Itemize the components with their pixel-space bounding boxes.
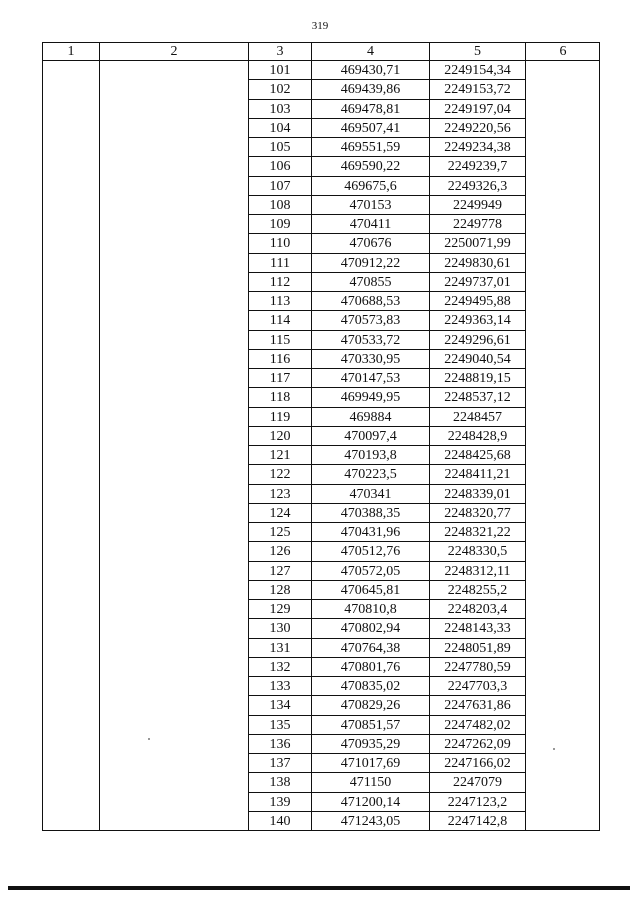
point-number-cell: 139 — [269, 794, 291, 810]
coordinate-x-cell: 470572,05 — [340, 563, 401, 579]
table-row — [249, 485, 525, 504]
column-header-6: 6 — [559, 44, 567, 59]
coordinate-y-cell: 2248255,2 — [447, 582, 508, 598]
coordinate-y-cell: 2248537,12 — [444, 390, 511, 406]
table-row — [249, 446, 525, 465]
coordinate-y-cell: 2249830,61 — [444, 255, 511, 271]
table-row — [249, 234, 525, 253]
coordinate-x-cell: 470935,29 — [340, 736, 401, 752]
point-number-cell: 136 — [269, 736, 291, 752]
coordinate-y-cell: 2248321,22 — [444, 525, 511, 540]
coordinate-y-cell: 2247166,02 — [444, 756, 511, 771]
coordinate-x-cell: 470533,72 — [340, 332, 401, 348]
coordinate-x-cell: 471150 — [349, 775, 392, 791]
point-number-cell: 103 — [269, 101, 291, 117]
column-divider — [99, 43, 100, 830]
table-row — [249, 273, 525, 292]
coordinate-x-cell: 470851,57 — [340, 717, 401, 733]
table-row — [249, 177, 525, 196]
table-row — [249, 388, 525, 407]
coordinate-x-cell: 469949,95 — [340, 390, 401, 406]
point-number-cell: 115 — [269, 332, 291, 348]
table-row — [249, 465, 525, 484]
table-row — [249, 331, 525, 350]
coordinate-y-cell: 2248051,89 — [444, 640, 511, 656]
point-number-cell: 121 — [269, 448, 291, 463]
coordinate-x-cell: 470801,76 — [340, 659, 401, 675]
coordinate-x-cell: 469507,41 — [340, 120, 401, 136]
column-header-3: 3 — [276, 44, 284, 59]
coordinate-y-cell: 2249197,04 — [444, 101, 511, 117]
coordinate-x-cell: 470835,02 — [340, 679, 401, 694]
point-number-cell: 126 — [269, 544, 291, 560]
coordinate-y-cell: 2247079 — [453, 775, 502, 791]
coordinate-x-cell: 470341 — [349, 486, 392, 502]
coordinate-x-cell: 469884 — [349, 409, 392, 425]
point-number-cell: 138 — [269, 775, 291, 791]
table-row — [249, 677, 525, 696]
point-number-cell: 123 — [269, 486, 291, 502]
coordinate-y-cell: 2249153,72 — [444, 82, 511, 98]
point-number-cell: 125 — [269, 525, 291, 540]
point-number-cell: 134 — [269, 698, 291, 714]
column-header-5: 5 — [474, 44, 481, 59]
coordinate-y-cell: 2247482,02 — [444, 717, 511, 733]
column-divider — [525, 43, 526, 830]
point-number-cell: 137 — [269, 756, 291, 771]
coordinate-x-cell: 470764,38 — [340, 640, 401, 656]
coordinate-x-cell: 470855 — [349, 274, 392, 290]
coordinate-x-cell: 470223,5 — [344, 467, 397, 483]
table-row — [249, 600, 525, 619]
coordinate-y-cell: 2247123,2 — [447, 794, 508, 810]
point-number-cell: 113 — [269, 294, 291, 309]
table-row — [249, 215, 525, 234]
coordinate-y-cell: 2249239,7 — [447, 159, 508, 175]
coordinate-y-cell: 2247142,8 — [447, 813, 508, 829]
coordinate-y-cell: 2249778 — [453, 217, 502, 232]
coordinate-x-cell: 469478,81 — [340, 101, 401, 117]
point-number-cell: 118 — [269, 390, 291, 406]
coordinate-x-cell: 470512,76 — [340, 544, 401, 560]
point-number-cell: 135 — [269, 717, 291, 733]
table-row — [249, 523, 525, 542]
coordinate-x-cell: 470645,81 — [340, 582, 401, 598]
coordinate-x-cell: 470147,53 — [340, 371, 401, 386]
coordinate-y-cell: 2248339,01 — [444, 486, 511, 502]
coordinate-y-cell: 2248203,4 — [447, 602, 508, 617]
coordinate-y-cell: 2249363,14 — [444, 313, 511, 329]
point-number-cell: 114 — [269, 313, 291, 329]
coordinate-x-cell: 469430,71 — [340, 63, 401, 78]
coordinate-x-cell: 471017,69 — [340, 756, 401, 771]
table-row — [249, 735, 525, 754]
point-number-cell: 127 — [269, 563, 291, 579]
table-row — [249, 773, 525, 792]
coordinate-y-cell: 2249737,01 — [444, 274, 511, 290]
point-number-cell: 112 — [269, 274, 291, 290]
point-number-cell: 110 — [269, 236, 291, 252]
table-row — [249, 61, 525, 80]
scan-speck — [148, 738, 150, 740]
point-number-cell: 120 — [269, 428, 291, 444]
table-row — [249, 619, 525, 638]
coordinate-x-cell: 470097,4 — [344, 428, 397, 444]
point-number-cell: 122 — [269, 467, 291, 483]
column-header-2: 2 — [170, 44, 178, 59]
coordinate-y-cell: 2247262,09 — [444, 736, 511, 752]
table-row — [249, 427, 525, 446]
table-row — [249, 408, 525, 427]
coordinate-x-cell: 470810,8 — [344, 602, 397, 617]
coordinate-y-cell: 2249949 — [453, 197, 502, 213]
point-number-cell: 101 — [269, 63, 291, 78]
coordinate-x-cell: 469590,22 — [340, 159, 401, 175]
coordinate-x-cell: 470829,26 — [340, 698, 401, 714]
coordinate-y-cell: 2247631,86 — [444, 698, 511, 714]
coordinate-y-cell: 2249154,34 — [444, 63, 511, 78]
coordinate-x-cell: 470431,96 — [340, 525, 401, 540]
coordinate-x-cell: 470676 — [349, 236, 392, 252]
point-number-cell: 131 — [269, 640, 291, 656]
table-row — [249, 292, 525, 311]
coordinate-x-cell: 470912,22 — [340, 255, 401, 271]
point-number-cell: 105 — [269, 140, 291, 155]
table-row — [249, 639, 525, 658]
coordinate-y-cell: 2248143,33 — [444, 621, 511, 637]
coordinate-x-cell: 469439,86 — [340, 82, 401, 98]
point-number-cell: 130 — [269, 621, 291, 637]
coordinate-y-cell: 2247780,59 — [444, 659, 511, 675]
coordinate-x-cell: 470330,95 — [340, 351, 401, 367]
coordinate-x-cell: 470411 — [349, 217, 392, 232]
point-number-cell: 109 — [269, 217, 291, 232]
point-number-cell: 106 — [269, 159, 291, 175]
coordinates-table — [42, 42, 600, 831]
coordinate-y-cell: 2248411,21 — [444, 467, 511, 483]
coordinate-y-cell: 2248312,11 — [444, 563, 511, 579]
table-row — [249, 504, 525, 523]
point-number-cell: 107 — [269, 178, 291, 194]
point-number-cell: 132 — [269, 659, 291, 675]
coordinate-y-cell: 2250071,99 — [444, 236, 511, 252]
scan-speck — [553, 748, 555, 750]
coordinate-y-cell: 2248428,9 — [447, 428, 508, 444]
table-row — [249, 696, 525, 715]
table-row — [249, 716, 525, 735]
table-row — [249, 100, 525, 119]
point-number-cell: 133 — [269, 679, 291, 694]
coordinate-x-cell: 470802,94 — [340, 621, 401, 637]
coordinate-y-cell: 2248320,77 — [444, 505, 511, 521]
coordinate-x-cell: 471200,14 — [340, 794, 401, 810]
coordinate-x-cell: 470573,83 — [340, 313, 401, 329]
coordinate-y-cell: 2249326,3 — [447, 178, 508, 194]
table-row — [249, 369, 525, 388]
coordinate-y-cell: 2248819,15 — [444, 371, 511, 386]
table-row — [249, 254, 525, 273]
point-number-cell: 129 — [269, 602, 291, 617]
table-row — [249, 658, 525, 677]
point-number-cell: 116 — [269, 351, 291, 367]
coordinate-y-cell: 2249495,88 — [444, 294, 511, 309]
table-row — [249, 812, 525, 831]
coordinate-y-cell: 2249220,56 — [444, 120, 511, 136]
table-row — [249, 157, 525, 176]
table-row — [249, 793, 525, 812]
table-row — [249, 562, 525, 581]
table-body — [249, 61, 525, 831]
coordinate-x-cell: 469551,59 — [340, 140, 401, 155]
table-row — [249, 754, 525, 773]
coordinate-y-cell: 2248425,68 — [444, 448, 511, 463]
table-row — [249, 350, 525, 369]
column-header-4: 4 — [367, 44, 374, 59]
table-row — [249, 542, 525, 561]
table-row — [249, 138, 525, 157]
coordinate-y-cell: 2249040,54 — [444, 351, 511, 367]
point-number-cell: 117 — [269, 371, 291, 386]
point-number-cell: 104 — [269, 120, 291, 136]
point-number-cell: 108 — [269, 197, 291, 213]
table-row — [249, 311, 525, 330]
table-row — [249, 581, 525, 600]
point-number-cell: 119 — [269, 409, 291, 425]
coordinate-x-cell: 470388,35 — [340, 505, 401, 521]
point-number-cell: 140 — [269, 813, 291, 829]
coordinate-y-cell: 2249296,61 — [444, 332, 511, 348]
point-number-cell: 124 — [269, 505, 291, 521]
coordinate-x-cell: 470153 — [349, 197, 392, 213]
page-bottom-rule — [8, 886, 630, 890]
point-number-cell: 102 — [269, 82, 291, 98]
coordinate-y-cell: 2248330,5 — [447, 544, 508, 560]
coordinate-y-cell: 2247703,3 — [447, 679, 508, 694]
coordinate-x-cell: 470688,53 — [340, 294, 401, 309]
table-row — [249, 119, 525, 138]
page-number: 319 — [311, 20, 329, 32]
coordinate-x-cell: 470193,8 — [344, 448, 397, 463]
coordinate-y-cell: 2249234,38 — [444, 140, 511, 155]
column-header-1: 1 — [67, 44, 75, 59]
point-number-cell: 128 — [269, 582, 291, 598]
point-number-cell: 111 — [270, 255, 290, 271]
coordinate-x-cell: 471243,05 — [340, 813, 401, 829]
coordinate-y-cell: 2248457 — [453, 409, 502, 425]
coordinate-x-cell: 469675,6 — [344, 178, 397, 194]
table-row — [249, 196, 525, 215]
table-row — [249, 80, 525, 99]
